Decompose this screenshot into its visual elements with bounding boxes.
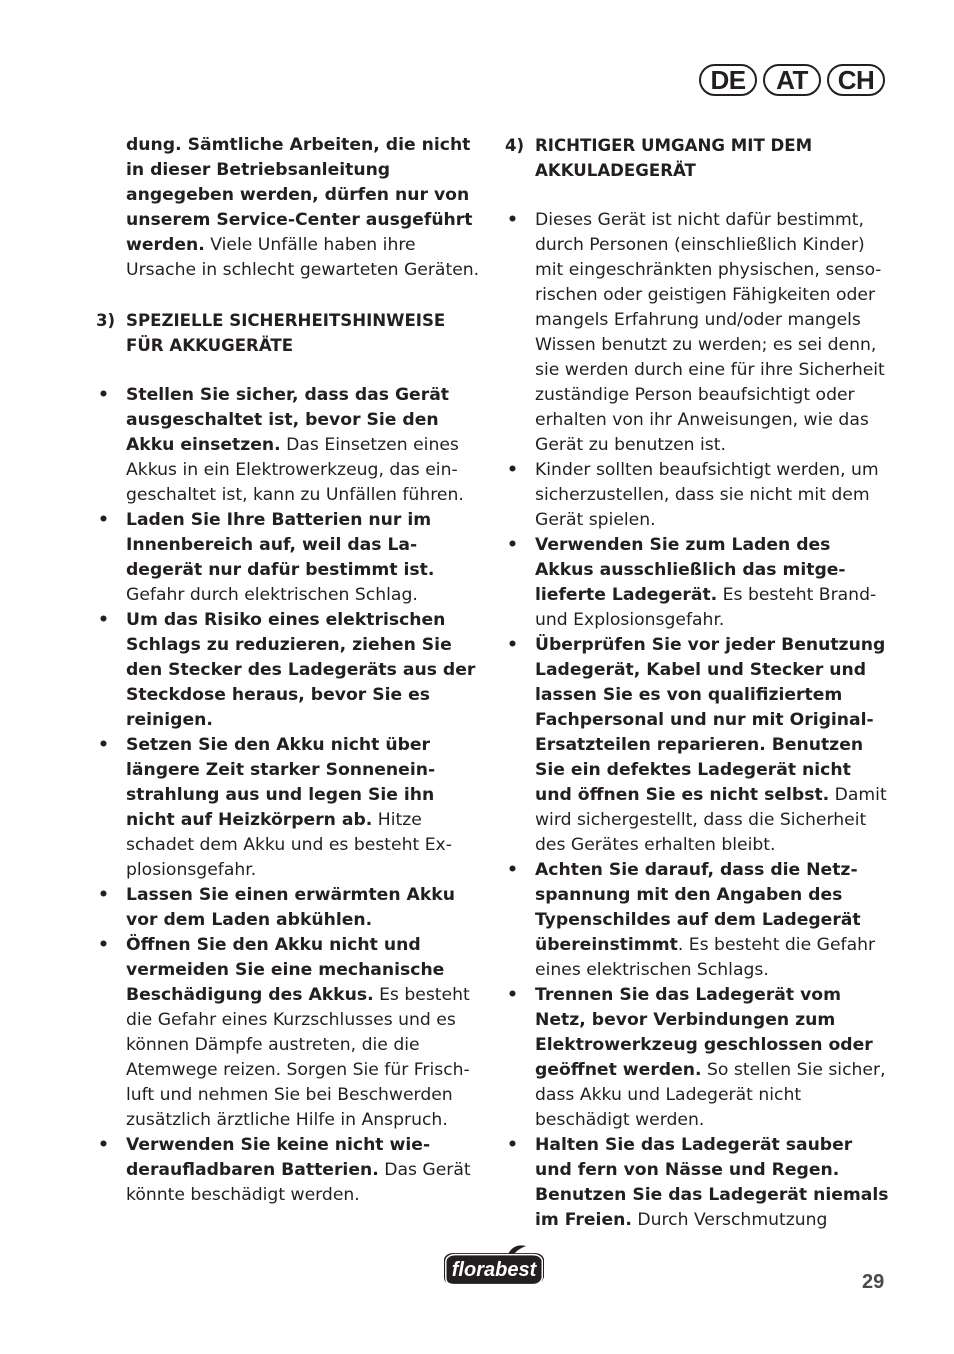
bullet-bold: Setzen Sie den Akku nicht über längere Zeit starker Sonneneinstrahlung aus und legen Sie ihn nicht auf Heizkörpern ab.: [126, 735, 436, 830]
bullet-icon: •: [507, 635, 518, 655]
charger-bullet-list: [505, 208, 891, 1233]
country-tags: [699, 64, 885, 96]
right-column: [505, 133, 891, 1233]
bullet-regular: Kinder sollten beaufsichtigt werden, um sicherzustellen, dass sie nicht mit dem Gerät spielen.: [535, 460, 879, 530]
bullet-icon: •: [507, 210, 518, 230]
bullet-bold: Um das Risiko eines elektrischen Schlags zu reduzieren, ziehen Sie den Stecker des Ladegeräts aus der Steckdose heraus, bevor Sie es reinigen.: [126, 610, 476, 730]
bullet-bold: Verwenden Sie keine nicht wiederaufladbaren Batterien.: [126, 1135, 431, 1180]
list-item: [505, 208, 891, 458]
bullet-icon: •: [507, 1135, 518, 1155]
logo-text: florabest: [451, 1259, 537, 1281]
bullet-bold: Verwenden Sie zum Laden des Akkus ausschließlich das mitgelieferte Ladegerät.: [535, 535, 846, 605]
florabest-logo: [438, 1243, 550, 1288]
list-item: [505, 858, 891, 983]
section-heading-4: [505, 133, 891, 183]
bullet-icon: •: [507, 860, 518, 880]
left-column: [96, 133, 481, 1208]
bullet-bold: Trennen Sie das Ladegerät vom Netz, bevor Verbindungen zum Elektrowerkzeug geschlossen oder geöffnet werden.: [535, 985, 873, 1080]
bullet-regular: Durch Verschmutzung: [631, 1210, 828, 1230]
bullet-icon: •: [98, 385, 109, 405]
section-number: 3): [96, 311, 116, 330]
list-item: [505, 458, 891, 533]
bullet-icon: •: [98, 885, 109, 905]
list-item: [505, 983, 891, 1133]
bullet-bold: Stellen Sie sicher, dass das Gerät ausgeschaltet ist, bevor Sie den Akku einsetzen.: [126, 385, 450, 455]
section-heading-3: [96, 308, 481, 358]
intro-bold: dung. Sämtliche Arbeiten, die nicht in dieser Betriebsanleitung angegeben werden, dürfen nur von unserem Service-Center ausgeführt werden.: [126, 135, 473, 255]
bullet-icon: •: [98, 1135, 109, 1155]
bullet-regular: Dieses Gerät ist nicht dafür bestimmt, durch Personen (einschließlich Kinder) mit eingeschränkten physischen, sensorischen oder geistigen Fähigkeiten oder mangels Erfahrung und/oder mangels Wissen benutzt zu werden; es sei denn, sie werden durch eine für ihre Sicherheit zuständige Person beaufsichtigt oder erhalten von ihr Anweisungen, wie das Gerät zu benutzen ist.: [535, 210, 885, 455]
bullet-icon: •: [507, 985, 518, 1005]
leaf-icon: [508, 1245, 526, 1254]
bullet-regular: Damit wird sichergestellt, dass die Sicherheit des Gerätes erhalten bleibt.: [535, 785, 887, 855]
intro-regular: Viele Unfälle haben ihre Ursache in schlecht gewarteten Geräten.: [126, 235, 480, 280]
bullet-regular: . Es besteht die Gefahr eines elektrischen Schlags.: [535, 935, 876, 980]
bullet-icon: •: [98, 610, 109, 630]
intro-paragraph: [96, 133, 481, 283]
safety-bullet-list: [96, 383, 481, 1208]
bullet-icon: •: [507, 460, 518, 480]
bullet-regular: Das Gerät könnte beschädigt werden.: [126, 1160, 471, 1205]
bullet-regular: So stellen Sie sicher, dass Akku und Ladegerät nicht beschädigt werden.: [535, 1060, 886, 1130]
bullet-icon: •: [98, 935, 109, 955]
section-number: 4): [505, 136, 525, 155]
page-number: 29: [862, 1271, 885, 1293]
bullet-icon: •: [98, 735, 109, 755]
bullet-icon: •: [507, 535, 518, 555]
section-title: SPEZIELLE SICHERHEITSHINWEISE FÜR AKKUGERÄTE: [126, 311, 446, 355]
bullet-icon: •: [98, 510, 109, 530]
bullet-bold: Laden Sie Ihre Batterien nur im Innenbereich auf, weil das Ladegerät nur dafür bestimmt ist.: [126, 510, 435, 580]
list-item: [96, 933, 481, 1133]
list-item: [505, 1133, 891, 1233]
country-tag-de: DE: [699, 64, 757, 96]
bullet-bold: Halten Sie das Ladegerät sauber und fern von Nässe und Regen. Benutzen Sie das Ladegerät niemals im Freien.: [535, 1135, 889, 1230]
bullet-regular: Es besteht die Gefahr eines Kurzschlusses und es können Dämpfe austreten, die die Atemwege reizen. Sorgen Sie für Frischluft und nehmen Sie bei Beschwerden zusätzlich ärztliche Hilfe in Anspruch.: [126, 985, 470, 1130]
list-item: [96, 733, 481, 883]
list-item: [96, 883, 481, 933]
list-item: [96, 608, 481, 733]
list-item: [96, 508, 481, 608]
list-item: [505, 533, 891, 633]
list-item: [505, 633, 891, 858]
bullet-regular: Gefahr durch elektrischen Schlag.: [126, 585, 418, 605]
country-tag-ch: CH: [827, 64, 885, 96]
list-item: [96, 383, 481, 508]
bullet-bold: Achten Sie darauf, dass die Netzspannung mit den Angaben des Typenschildes auf dem Ladegerät übereinstimmt: [535, 860, 861, 955]
bullet-regular: Hitze schadet dem Akku und es besteht Explosionsgefahr.: [126, 810, 452, 880]
bullet-bold: Lassen Sie einen erwärmten Akku vor dem Laden abkühlen.: [126, 885, 455, 930]
bullet-regular: Das Einsetzen eines Akkus in ein Elektrowerkzeug, das eingeschaltet ist, kann zu Unfällen führen.: [126, 435, 464, 505]
country-tag-at: AT: [763, 64, 821, 96]
bullet-bold: Öffnen Sie den Akku nicht und vermeiden Sie eine mechanische Beschädigung des Akkus.: [126, 935, 445, 1005]
section-title: RICHTIGER UMGANG MIT DEM AKKULADEGERÄT: [535, 136, 813, 180]
list-item: [96, 1133, 481, 1208]
bullet-regular: Es besteht Brand- und Explosionsgefahr.: [535, 585, 877, 630]
bullet-bold: Überprüfen Sie vor jeder Benutzung Ladegerät, Kabel und Stecker und lassen Sie es von qualifiziertem Fachpersonal und nur mit Original-Ersatzteilen reparieren. Benutzen Sie ein defektes Ladegerät nicht und öffnen Sie es nicht selbst.: [535, 635, 886, 805]
